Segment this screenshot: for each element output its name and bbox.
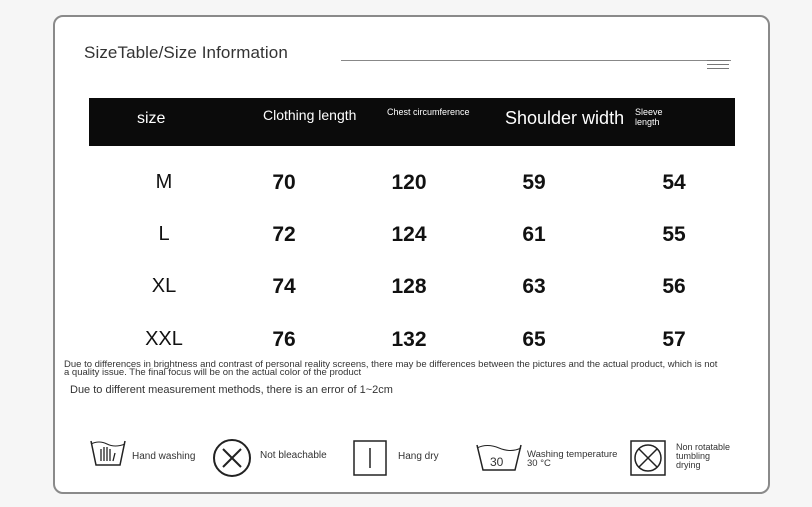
hang-dry-label: Hang dry [398, 451, 439, 462]
no-bleach-icon [213, 439, 251, 477]
table-row [89, 171, 735, 211]
cell-size: XXL [145, 328, 183, 350]
wash-temp-value: 30 [490, 455, 504, 469]
cell-sleeve: 55 [662, 223, 686, 246]
cell-length: 74 [272, 275, 296, 298]
cell-chest: 120 [391, 171, 427, 194]
cell-length: 70 [272, 171, 296, 194]
hand-wash-icon [89, 437, 127, 474]
cell-size: XL [151, 275, 177, 297]
menu-icon [707, 60, 729, 72]
header-size: size [137, 110, 166, 127]
cell-shoulder: 59 [522, 171, 546, 194]
no-bleach-label: Not bleachable [260, 450, 327, 461]
table-header [89, 98, 735, 146]
hang-dry-icon [353, 440, 387, 481]
wash-temp-label: Washing temperature 30 °C [527, 449, 618, 469]
table-row [89, 223, 735, 263]
table-row [89, 275, 735, 315]
cell-sleeve: 57 [662, 328, 686, 351]
header-sleeve: Sleeve length [635, 107, 663, 127]
cell-size: M [155, 171, 173, 193]
hand-wash-label: Hand washing [132, 451, 196, 462]
header-shoulder: Shoulder width [505, 108, 625, 128]
cell-shoulder: 61 [522, 223, 546, 246]
title-divider [341, 60, 731, 61]
cell-chest: 132 [391, 328, 427, 351]
page-title: SizeTable/Size Information [84, 43, 288, 62]
cell-shoulder: 63 [522, 275, 546, 298]
cell-chest: 124 [391, 223, 427, 246]
cell-shoulder: 65 [522, 328, 546, 351]
no-tumble-dry-icon [630, 440, 666, 481]
header-clothing-length: Clothing length [263, 107, 357, 123]
size-info-card [53, 15, 770, 494]
header-chest: Chest circumference [387, 107, 470, 117]
cell-chest: 128 [391, 275, 427, 298]
no-tumble-dry-label: Non rotatable tumbling drying [676, 442, 731, 470]
measurement-note: Due to different measurement methods, there is an error of 1~2cm [70, 384, 393, 396]
cell-length: 76 [272, 328, 296, 351]
cell-sleeve: 56 [662, 275, 686, 298]
cell-sleeve: 54 [662, 171, 686, 194]
cell-size: L [158, 223, 170, 245]
disclaimer-text: Due to differences in brightness and contrast of personal reality screens, there may be differences between the pictures and the actual product, which is not a quality issue. The final focus will be on the actual color of the product [64, 359, 718, 378]
cell-length: 72 [272, 223, 296, 246]
